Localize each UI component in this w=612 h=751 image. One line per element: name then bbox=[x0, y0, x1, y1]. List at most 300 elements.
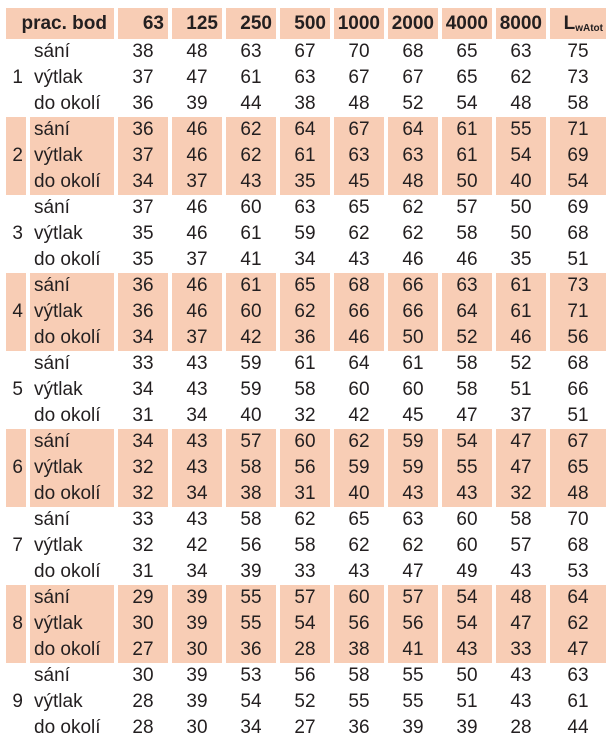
header-row bbox=[6, 8, 606, 39]
value-cell: 65 bbox=[280, 273, 330, 299]
value-cell: 36 bbox=[118, 273, 168, 299]
group-number: 8 bbox=[6, 585, 26, 663]
value-cell: 35 bbox=[496, 247, 546, 273]
value-cell: 43 bbox=[334, 247, 384, 273]
value-cell: 47 bbox=[388, 559, 438, 585]
value-cell: 43 bbox=[226, 169, 276, 195]
value-cell: 62 bbox=[226, 117, 276, 143]
col-header-2000: 2000 bbox=[388, 8, 438, 39]
table-row bbox=[6, 143, 606, 169]
value-cell: 52 bbox=[280, 689, 330, 715]
value-cell: 34 bbox=[280, 247, 330, 273]
table-row bbox=[6, 299, 606, 325]
value-cell: 40 bbox=[496, 169, 546, 195]
value-cell: 43 bbox=[334, 559, 384, 585]
table-row bbox=[6, 169, 606, 195]
value-cell: 31 bbox=[118, 559, 168, 585]
value-cell: 30 bbox=[172, 715, 222, 741]
value-cell: 63 bbox=[280, 195, 330, 221]
group-number: 9 bbox=[6, 663, 26, 741]
value-cell: 70 bbox=[334, 39, 384, 65]
value-cell: 32 bbox=[118, 533, 168, 559]
table-row bbox=[6, 65, 606, 91]
value-cell: 28 bbox=[118, 689, 168, 715]
value-cell: 51 bbox=[550, 247, 606, 273]
row-label: sání bbox=[30, 273, 114, 299]
value-cell: 50 bbox=[496, 221, 546, 247]
value-cell: 46 bbox=[172, 273, 222, 299]
value-cell: 34 bbox=[226, 715, 276, 741]
value-cell: 62 bbox=[388, 195, 438, 221]
table-row bbox=[6, 377, 606, 403]
value-cell: 60 bbox=[388, 377, 438, 403]
value-cell: 43 bbox=[172, 429, 222, 455]
value-cell: 57 bbox=[388, 585, 438, 611]
value-cell: 59 bbox=[226, 377, 276, 403]
value-cell: 55 bbox=[388, 689, 438, 715]
value-cell: 66 bbox=[388, 299, 438, 325]
value-cell: 51 bbox=[550, 403, 606, 429]
value-cell: 54 bbox=[442, 429, 492, 455]
col-header-1000: 1000 bbox=[334, 8, 384, 39]
value-cell: 42 bbox=[334, 403, 384, 429]
value-cell: 43 bbox=[442, 481, 492, 507]
value-cell: 61 bbox=[280, 351, 330, 377]
value-cell: 54 bbox=[442, 611, 492, 637]
row-label: do okolí bbox=[30, 637, 114, 663]
value-cell: 50 bbox=[442, 663, 492, 689]
value-cell: 67 bbox=[334, 117, 384, 143]
value-cell: 64 bbox=[550, 585, 606, 611]
value-cell: 56 bbox=[334, 611, 384, 637]
value-cell: 43 bbox=[172, 377, 222, 403]
value-cell: 28 bbox=[496, 715, 546, 741]
value-cell: 28 bbox=[118, 715, 168, 741]
value-cell: 36 bbox=[118, 91, 168, 117]
row-label: do okolí bbox=[30, 91, 114, 117]
table-row bbox=[6, 507, 606, 533]
value-cell: 55 bbox=[334, 689, 384, 715]
row-label: výtlak bbox=[30, 65, 114, 91]
value-cell: 58 bbox=[442, 377, 492, 403]
value-cell: 49 bbox=[442, 559, 492, 585]
value-cell: 73 bbox=[550, 65, 606, 91]
row-label: do okolí bbox=[30, 559, 114, 585]
value-cell: 63 bbox=[442, 273, 492, 299]
value-cell: 50 bbox=[388, 325, 438, 351]
value-cell: 46 bbox=[334, 325, 384, 351]
value-cell: 33 bbox=[496, 637, 546, 663]
group-number: 3 bbox=[6, 195, 26, 273]
value-cell: 36 bbox=[334, 715, 384, 741]
value-cell: 59 bbox=[388, 429, 438, 455]
value-cell: 46 bbox=[172, 195, 222, 221]
value-cell: 34 bbox=[172, 481, 222, 507]
value-cell: 62 bbox=[226, 143, 276, 169]
table-row bbox=[6, 585, 606, 611]
value-cell: 46 bbox=[172, 221, 222, 247]
value-cell: 43 bbox=[172, 507, 222, 533]
value-cell: 38 bbox=[118, 39, 168, 65]
value-cell: 45 bbox=[388, 403, 438, 429]
value-cell: 52 bbox=[388, 91, 438, 117]
group-number: 4 bbox=[6, 273, 26, 351]
value-cell: 68 bbox=[550, 533, 606, 559]
value-cell: 61 bbox=[496, 299, 546, 325]
value-cell: 64 bbox=[280, 117, 330, 143]
value-cell: 32 bbox=[280, 403, 330, 429]
value-cell: 63 bbox=[334, 143, 384, 169]
value-cell: 43 bbox=[496, 663, 546, 689]
value-cell: 64 bbox=[442, 299, 492, 325]
value-cell: 54 bbox=[550, 169, 606, 195]
value-cell: 60 bbox=[280, 429, 330, 455]
value-cell: 34 bbox=[172, 559, 222, 585]
value-cell: 43 bbox=[388, 481, 438, 507]
table-row bbox=[6, 689, 606, 715]
value-cell: 62 bbox=[334, 429, 384, 455]
row-label: do okolí bbox=[30, 715, 114, 741]
value-cell: 39 bbox=[172, 91, 222, 117]
value-cell: 43 bbox=[496, 689, 546, 715]
row-label: výtlak bbox=[30, 689, 114, 715]
value-cell: 37 bbox=[496, 403, 546, 429]
value-cell: 71 bbox=[550, 117, 606, 143]
value-cell: 33 bbox=[118, 351, 168, 377]
value-cell: 36 bbox=[226, 637, 276, 663]
value-cell: 48 bbox=[550, 481, 606, 507]
value-cell: 34 bbox=[172, 403, 222, 429]
value-cell: 67 bbox=[550, 429, 606, 455]
value-cell: 63 bbox=[280, 65, 330, 91]
value-cell: 33 bbox=[280, 559, 330, 585]
value-cell: 57 bbox=[280, 585, 330, 611]
row-label: sání bbox=[30, 117, 114, 143]
value-cell: 58 bbox=[442, 351, 492, 377]
value-cell: 57 bbox=[226, 429, 276, 455]
group-number: 1 bbox=[6, 39, 26, 117]
value-cell: 63 bbox=[550, 663, 606, 689]
row-label: výtlak bbox=[30, 221, 114, 247]
value-cell: 61 bbox=[388, 351, 438, 377]
value-cell: 68 bbox=[550, 351, 606, 377]
col-header-lwatot bbox=[550, 8, 606, 39]
table-row bbox=[6, 559, 606, 585]
value-cell: 59 bbox=[334, 455, 384, 481]
value-cell: 66 bbox=[334, 299, 384, 325]
value-cell: 60 bbox=[334, 377, 384, 403]
col-header-250: 250 bbox=[226, 8, 276, 39]
value-cell: 59 bbox=[280, 221, 330, 247]
value-cell: 68 bbox=[550, 221, 606, 247]
value-cell: 62 bbox=[280, 299, 330, 325]
value-cell: 54 bbox=[442, 91, 492, 117]
value-cell: 47 bbox=[496, 429, 546, 455]
value-cell: 48 bbox=[334, 91, 384, 117]
value-cell: 46 bbox=[388, 247, 438, 273]
value-cell: 46 bbox=[172, 117, 222, 143]
value-cell: 65 bbox=[442, 39, 492, 65]
value-cell: 57 bbox=[496, 533, 546, 559]
value-cell: 61 bbox=[550, 689, 606, 715]
value-cell: 62 bbox=[388, 221, 438, 247]
col-header-4000: 4000 bbox=[442, 8, 492, 39]
value-cell: 34 bbox=[118, 169, 168, 195]
row-label: do okolí bbox=[30, 325, 114, 351]
value-cell: 32 bbox=[118, 481, 168, 507]
value-cell: 52 bbox=[442, 325, 492, 351]
value-cell: 36 bbox=[280, 325, 330, 351]
value-cell: 39 bbox=[172, 585, 222, 611]
value-cell: 63 bbox=[496, 39, 546, 65]
value-cell: 30 bbox=[118, 663, 168, 689]
value-cell: 55 bbox=[388, 663, 438, 689]
value-cell: 50 bbox=[496, 195, 546, 221]
value-cell: 50 bbox=[442, 169, 492, 195]
value-cell: 54 bbox=[442, 585, 492, 611]
value-cell: 39 bbox=[172, 663, 222, 689]
value-cell: 66 bbox=[550, 377, 606, 403]
value-cell: 65 bbox=[550, 455, 606, 481]
row-label: do okolí bbox=[30, 247, 114, 273]
value-cell: 48 bbox=[496, 91, 546, 117]
table-row bbox=[6, 455, 606, 481]
value-cell: 58 bbox=[280, 533, 330, 559]
value-cell: 53 bbox=[550, 559, 606, 585]
row-label: do okolí bbox=[30, 403, 114, 429]
table-row bbox=[6, 481, 606, 507]
value-cell: 48 bbox=[496, 585, 546, 611]
value-cell: 62 bbox=[496, 65, 546, 91]
value-cell: 58 bbox=[496, 507, 546, 533]
table-row bbox=[6, 533, 606, 559]
table-row bbox=[6, 715, 606, 741]
value-cell: 47 bbox=[496, 455, 546, 481]
value-cell: 46 bbox=[172, 143, 222, 169]
value-cell: 70 bbox=[550, 507, 606, 533]
value-cell: 61 bbox=[226, 273, 276, 299]
group-number: 2 bbox=[6, 117, 26, 195]
table-header bbox=[6, 8, 606, 39]
value-cell: 64 bbox=[334, 351, 384, 377]
value-cell: 41 bbox=[226, 247, 276, 273]
group-number: 7 bbox=[6, 507, 26, 585]
value-cell: 62 bbox=[550, 611, 606, 637]
value-cell: 37 bbox=[172, 247, 222, 273]
group-number: 6 bbox=[6, 429, 26, 507]
row-label: do okolí bbox=[30, 481, 114, 507]
value-cell: 39 bbox=[172, 689, 222, 715]
value-cell: 60 bbox=[442, 507, 492, 533]
table-row bbox=[6, 325, 606, 351]
value-cell: 30 bbox=[118, 611, 168, 637]
row-label: výtlak bbox=[30, 533, 114, 559]
value-cell: 69 bbox=[550, 195, 606, 221]
value-cell: 66 bbox=[388, 273, 438, 299]
value-cell: 54 bbox=[226, 689, 276, 715]
value-cell: 46 bbox=[442, 247, 492, 273]
value-cell: 65 bbox=[442, 65, 492, 91]
value-cell: 41 bbox=[388, 637, 438, 663]
value-cell: 32 bbox=[496, 481, 546, 507]
value-cell: 39 bbox=[172, 611, 222, 637]
value-cell: 55 bbox=[226, 585, 276, 611]
col-header-500: 500 bbox=[280, 8, 330, 39]
value-cell: 47 bbox=[442, 403, 492, 429]
value-cell: 34 bbox=[118, 325, 168, 351]
value-cell: 39 bbox=[388, 715, 438, 741]
table-row bbox=[6, 247, 606, 273]
value-cell: 61 bbox=[496, 273, 546, 299]
value-cell: 59 bbox=[388, 455, 438, 481]
value-cell: 65 bbox=[334, 195, 384, 221]
value-cell: 34 bbox=[118, 377, 168, 403]
value-cell: 62 bbox=[388, 533, 438, 559]
value-cell: 56 bbox=[280, 663, 330, 689]
value-cell: 56 bbox=[550, 325, 606, 351]
value-cell: 36 bbox=[118, 117, 168, 143]
value-cell: 63 bbox=[388, 507, 438, 533]
value-cell: 28 bbox=[280, 637, 330, 663]
value-cell: 69 bbox=[550, 143, 606, 169]
value-cell: 56 bbox=[388, 611, 438, 637]
value-cell: 73 bbox=[550, 273, 606, 299]
corner-header-prac-bod: prac. bod bbox=[6, 8, 114, 39]
value-cell: 61 bbox=[442, 117, 492, 143]
value-cell: 35 bbox=[118, 247, 168, 273]
value-cell: 44 bbox=[550, 715, 606, 741]
value-cell: 37 bbox=[172, 325, 222, 351]
value-cell: 54 bbox=[280, 611, 330, 637]
value-cell: 47 bbox=[496, 611, 546, 637]
value-cell: 68 bbox=[388, 39, 438, 65]
value-cell: 61 bbox=[226, 65, 276, 91]
value-cell: 75 bbox=[550, 39, 606, 65]
col-header-125: 125 bbox=[172, 8, 222, 39]
table-row bbox=[6, 403, 606, 429]
value-cell: 37 bbox=[118, 143, 168, 169]
group-number: 5 bbox=[6, 351, 26, 429]
value-cell: 38 bbox=[226, 481, 276, 507]
row-label: výtlak bbox=[30, 299, 114, 325]
table-row bbox=[6, 195, 606, 221]
value-cell: 63 bbox=[226, 39, 276, 65]
table-row bbox=[6, 91, 606, 117]
value-cell: 42 bbox=[172, 533, 222, 559]
value-cell: 39 bbox=[226, 559, 276, 585]
value-cell: 31 bbox=[280, 481, 330, 507]
row-label: sání bbox=[30, 351, 114, 377]
value-cell: 58 bbox=[226, 507, 276, 533]
value-cell: 47 bbox=[172, 65, 222, 91]
row-label: sání bbox=[30, 39, 114, 65]
row-label: do okolí bbox=[30, 169, 114, 195]
value-cell: 33 bbox=[118, 507, 168, 533]
value-cell: 27 bbox=[118, 637, 168, 663]
value-cell: 51 bbox=[442, 689, 492, 715]
value-cell: 56 bbox=[226, 533, 276, 559]
value-cell: 35 bbox=[280, 169, 330, 195]
value-cell: 32 bbox=[118, 455, 168, 481]
sound-power-level-table bbox=[2, 8, 610, 741]
col-header-63: 63 bbox=[118, 8, 168, 39]
value-cell: 38 bbox=[334, 637, 384, 663]
value-cell: 58 bbox=[280, 377, 330, 403]
lwatot-main: L bbox=[563, 12, 576, 34]
value-cell: 48 bbox=[172, 39, 222, 65]
value-cell: 30 bbox=[172, 637, 222, 663]
table-row bbox=[6, 351, 606, 377]
value-cell: 58 bbox=[442, 221, 492, 247]
value-cell: 68 bbox=[334, 273, 384, 299]
value-cell: 60 bbox=[334, 585, 384, 611]
table-body bbox=[6, 39, 606, 741]
value-cell: 34 bbox=[118, 429, 168, 455]
value-cell: 27 bbox=[280, 715, 330, 741]
value-cell: 46 bbox=[172, 299, 222, 325]
value-cell: 67 bbox=[280, 39, 330, 65]
table-row bbox=[6, 429, 606, 455]
value-cell: 40 bbox=[226, 403, 276, 429]
row-label: sání bbox=[30, 195, 114, 221]
row-label: sání bbox=[30, 585, 114, 611]
row-label: sání bbox=[30, 663, 114, 689]
value-cell: 35 bbox=[118, 221, 168, 247]
value-cell: 37 bbox=[172, 169, 222, 195]
row-label: sání bbox=[30, 507, 114, 533]
row-label: výtlak bbox=[30, 143, 114, 169]
value-cell: 56 bbox=[280, 455, 330, 481]
value-cell: 55 bbox=[496, 117, 546, 143]
value-cell: 43 bbox=[172, 351, 222, 377]
value-cell: 31 bbox=[118, 403, 168, 429]
value-cell: 38 bbox=[280, 91, 330, 117]
value-cell: 61 bbox=[280, 143, 330, 169]
value-cell: 58 bbox=[550, 91, 606, 117]
value-cell: 40 bbox=[334, 481, 384, 507]
row-label: sání bbox=[30, 429, 114, 455]
value-cell: 71 bbox=[550, 299, 606, 325]
row-label: výtlak bbox=[30, 377, 114, 403]
value-cell: 58 bbox=[334, 663, 384, 689]
value-cell: 62 bbox=[280, 507, 330, 533]
value-cell: 43 bbox=[172, 455, 222, 481]
table-row bbox=[6, 221, 606, 247]
value-cell: 54 bbox=[496, 143, 546, 169]
value-cell: 45 bbox=[334, 169, 384, 195]
value-cell: 60 bbox=[442, 533, 492, 559]
value-cell: 44 bbox=[226, 91, 276, 117]
value-cell: 62 bbox=[334, 221, 384, 247]
value-cell: 58 bbox=[226, 455, 276, 481]
value-cell: 48 bbox=[388, 169, 438, 195]
value-cell: 29 bbox=[118, 585, 168, 611]
table-row bbox=[6, 273, 606, 299]
table-row bbox=[6, 637, 606, 663]
value-cell: 62 bbox=[334, 533, 384, 559]
value-cell: 42 bbox=[226, 325, 276, 351]
value-cell: 60 bbox=[226, 299, 276, 325]
row-label: výtlak bbox=[30, 455, 114, 481]
value-cell: 37 bbox=[118, 65, 168, 91]
value-cell: 67 bbox=[334, 65, 384, 91]
table-row bbox=[6, 39, 606, 65]
value-cell: 57 bbox=[442, 195, 492, 221]
value-cell: 65 bbox=[334, 507, 384, 533]
value-cell: 43 bbox=[442, 637, 492, 663]
value-cell: 46 bbox=[496, 325, 546, 351]
table-row bbox=[6, 611, 606, 637]
